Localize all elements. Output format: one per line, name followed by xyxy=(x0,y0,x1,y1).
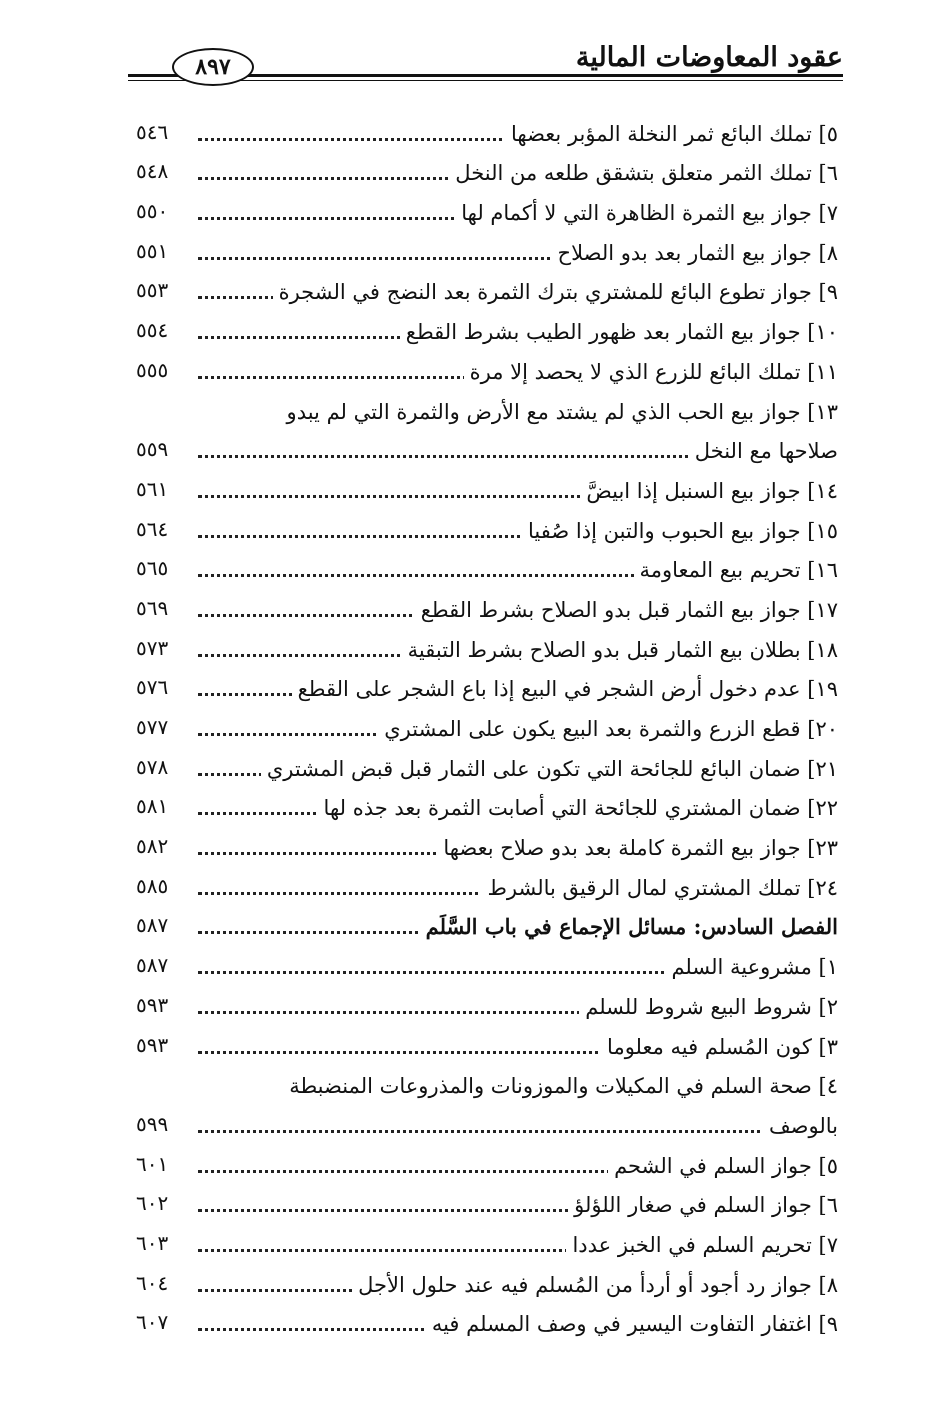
toc-entry-title: ١٩] عدم دخول أرض الشجر في البيع إذا باع الشجر على القطع xyxy=(292,677,838,701)
toc-entry-title: ١٣] جواز بيع الحب الذي لم يشتد مع الأرض والثمرة التي لم يبدو xyxy=(281,400,838,424)
toc-entry-title: ١٦] تحريم بيع المعاومة xyxy=(634,558,839,582)
toc-entry-page: ٥٧٦ xyxy=(136,675,188,699)
toc-entry xyxy=(128,308,838,348)
toc-entry-title: ١] مشروعية السلم xyxy=(665,955,838,979)
toc-entry-page: ٥٤٦ xyxy=(136,120,188,144)
toc-entry xyxy=(128,388,838,428)
toc-entry-title: ١٨] بطلان بيع الثمار قبل بدو الصلاح بشرط التبقية xyxy=(402,638,838,662)
toc-entry-page: ٥٧٧ xyxy=(136,715,188,739)
toc-entry-title: ٢١] ضمان البائع للجائحة التي تكون على الثمار قبل قبض المشتري xyxy=(261,757,838,781)
toc-entry-title: ٩] جواز تطوع البائع للمشتري بترك الثمرة بعد النضج في الشجرة xyxy=(273,280,838,304)
toc-entry xyxy=(128,229,838,269)
toc-entry-page: ٦٠٢ xyxy=(136,1191,188,1215)
toc-entry xyxy=(128,705,838,745)
toc-entry xyxy=(128,110,838,150)
toc-entry xyxy=(128,269,838,309)
toc-entry xyxy=(128,745,838,785)
toc-entry xyxy=(128,1063,838,1103)
toc-entry-page: ٥٦٩ xyxy=(136,596,188,620)
toc-entry-title: ٢٢] ضمان المشتري للجائحة التي أصابت الثمرة بعد جذه لها xyxy=(318,796,838,820)
toc-entry-page: ٥٥٥ xyxy=(136,358,188,382)
toc-entry xyxy=(128,547,838,587)
toc-entry-title: ١١] تملك البائع للزرع الذي لا يحصد إلا مرة xyxy=(464,360,838,384)
toc-entry-page: ٥٥١ xyxy=(136,239,188,263)
toc-entry-page: ٥٦٥ xyxy=(136,556,188,580)
toc-entry-page: ٥٥٣ xyxy=(136,278,188,302)
toc-entry-title: ٦] تملك الثمر متعلق بتشقق طلعه من النخل xyxy=(449,161,838,185)
toc-entry-page: ٥٦٤ xyxy=(136,517,188,541)
toc-entry xyxy=(128,189,838,229)
toc-entry-page: ٥٤٨ xyxy=(136,159,188,183)
toc-entry xyxy=(128,824,838,864)
toc-entry-page: ٦٠١ xyxy=(136,1152,188,1176)
toc-entry xyxy=(128,943,838,983)
toc-entry-page: ٦٠٧ xyxy=(136,1310,188,1334)
toc-entry-title: ١٤] جواز بيع السنبل إذا ابيضَّ xyxy=(580,479,838,503)
toc-entry xyxy=(128,467,838,507)
toc-entry xyxy=(128,348,838,388)
toc-entry-title: بالوصف xyxy=(763,1114,838,1138)
page-number: ٨٩٧ xyxy=(172,48,254,86)
toc-entry-title: ١٠] جواز بيع الثمار بعد ظهور الطيب بشرط القطع xyxy=(400,320,838,344)
toc-entry-page: ٥٥٤ xyxy=(136,318,188,342)
toc-entry xyxy=(128,1221,838,1261)
toc-entry-title: ٦] جواز السلم في صغار اللؤلؤ xyxy=(568,1193,838,1217)
toc-entry-title: ٥] جواز السلم في الشحم xyxy=(608,1154,838,1178)
toc-entry-page: ٦٠٣ xyxy=(136,1231,188,1255)
toc-entry-title: ٢٠] قطع الزرع والثمرة بعد البيع يكون على المشتري xyxy=(378,717,838,741)
toc-entry-page: ٦٠٤ xyxy=(136,1271,188,1295)
dot-leader xyxy=(198,1130,834,1133)
toc-entry-page: ٥٩٣ xyxy=(136,993,188,1017)
toc-entry xyxy=(128,1301,838,1341)
toc-entry xyxy=(128,1142,838,1182)
toc-entry-page: ٥٩٩ xyxy=(136,1112,188,1136)
toc-entry xyxy=(128,666,838,706)
toc-entry xyxy=(128,1182,838,1222)
toc-entry xyxy=(128,626,838,666)
toc-entry-title: ٢٤] تملك المشتري لمال الرقيق بالشرط xyxy=(481,876,838,900)
toc-entry-page: ٥٥٠ xyxy=(136,199,188,223)
toc-entry xyxy=(128,785,838,825)
toc-entry xyxy=(128,864,838,904)
toc-entry xyxy=(128,150,838,190)
toc-entry-title: ١٥] جواز بيع الحبوب والتبن إذا صُفيا xyxy=(522,519,838,543)
toc-entry-page: ٥٨٥ xyxy=(136,874,188,898)
toc-entry xyxy=(128,507,838,547)
toc-entry-title: ٣] كون المُسلم فيه معلوما xyxy=(601,1035,838,1059)
toc-entry-title: ٧] تحريم السلم في الخبز عددا xyxy=(566,1233,838,1257)
toc-entry-title: صلاحها مع النخل xyxy=(689,439,838,463)
toc-entry-title: ١٧] جواز بيع الثمار قبل بدو الصلاح بشرط القطع xyxy=(415,598,838,622)
toc-entry-page: ٥٨٢ xyxy=(136,834,188,858)
toc-entry-page: ٥٦١ xyxy=(136,477,188,501)
toc-entry-page: ٥٩٣ xyxy=(136,1033,188,1057)
toc-entry xyxy=(128,1261,838,1301)
toc-entry-page: ٥٧٣ xyxy=(136,636,188,660)
toc-entry-page: ٥٧٨ xyxy=(136,755,188,779)
toc-entry-title: ٨] جواز بيع الثمار بعد بدو الصلاح xyxy=(552,241,838,265)
table-of-contents xyxy=(128,110,838,1340)
toc-entry-title: ٥] تملك البائع ثمر النخلة المؤبر بعضها xyxy=(505,122,838,146)
toc-entry xyxy=(128,1102,838,1142)
toc-entry-page: ٥٨٧ xyxy=(136,953,188,977)
toc-entry-title: ٤] صحة السلم في المكيلات والموزونات والمذروعات المنضبطة xyxy=(283,1074,838,1098)
toc-entry xyxy=(128,428,838,468)
page-header xyxy=(128,38,843,98)
toc-entry-page: ٥٨٧ xyxy=(136,913,188,937)
toc-entry xyxy=(128,1023,838,1063)
toc-entry-title: ٧] جواز بيع الثمرة الظاهرة التي لا أكمام لها xyxy=(455,201,838,225)
toc-entry-title: ٩] اغتفار التفاوت اليسير في وصف المسلم فيه xyxy=(426,1312,838,1336)
toc-entry xyxy=(128,586,838,626)
toc-entry xyxy=(128,983,838,1023)
toc-entry-title: ٢٣] جواز بيع الثمرة كاملة بعد بدو صلاح بعضها xyxy=(437,836,838,860)
running-title: عقود المعاوضات المالية xyxy=(575,42,843,73)
toc-entry-page: ٥٥٩ xyxy=(136,437,188,461)
toc-entry-title: ٨] جواز رد أجود أو أردأ من المُسلم فيه عند حلول الأجل xyxy=(352,1273,838,1297)
toc-section-heading xyxy=(128,904,838,944)
toc-entry-title: ٢] شروط البيع شروط للسلم xyxy=(579,995,838,1019)
toc-entry-title: الفصل السادس: مسائل الإجماع في باب السَّلَم xyxy=(420,914,838,939)
toc-entry-page: ٥٨١ xyxy=(136,794,188,818)
